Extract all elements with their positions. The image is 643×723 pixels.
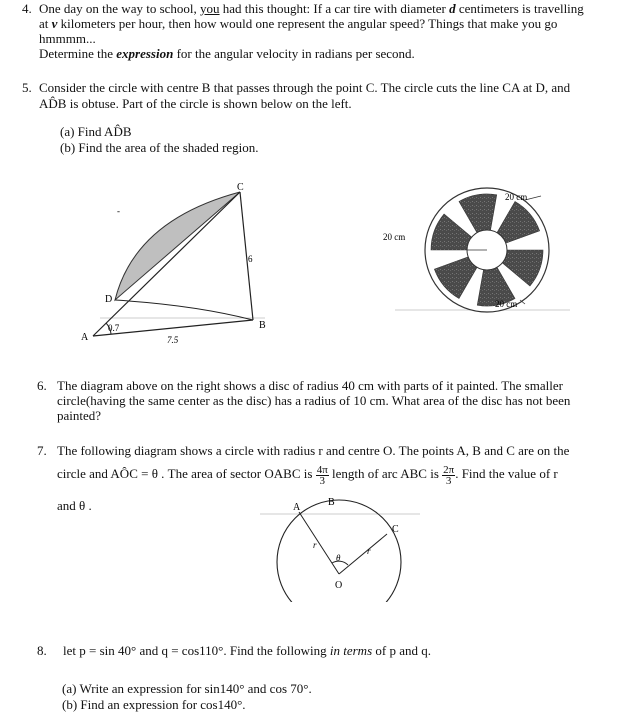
- radius-oa: [299, 512, 339, 574]
- label-b-circle: B: [328, 497, 335, 508]
- label-o-circle: O: [335, 580, 343, 591]
- q6-line-1: The diagram above on the right shows a disc of radius 40 cm with parts of it painted. The smaller: [57, 378, 563, 393]
- fraction-2pi-3: $\frac{2\pi}{3}$: [443, 463, 455, 487]
- tick-mark: -: [117, 206, 120, 216]
- q8-part-a: (a) Write an expression for sin140° and cos 70°.: [62, 681, 312, 696]
- q4-line-4: Determine the expression for the angular velocity in radians per second.: [39, 46, 415, 61]
- q7-number: 7.: [37, 443, 47, 458]
- q6-number: 6.: [37, 378, 47, 393]
- label-b: B: [259, 320, 266, 331]
- label-a-circle: A: [293, 502, 301, 513]
- q4-number: 4.: [22, 1, 32, 16]
- q8-line-1: let p = sin 40° and q = cos110°. Find the following in terms of p and q.: [63, 643, 431, 658]
- q8-part-b: (b) Find an expression for cos140°.: [62, 697, 246, 712]
- q5-number: 5.: [22, 80, 32, 95]
- arc-db: [115, 300, 253, 320]
- segment-diagram: [75, 180, 285, 350]
- q7-line-2: circle and AÔC = θ . The area of sector OABC is $\frac{4\pi}{3}$ length of arc ABC is $\frac{2\pi}{3}$ . Find the value of r: [57, 463, 558, 487]
- q4-line-3: hmmmm...: [39, 31, 96, 46]
- label-left-20cm: 20 cm: [383, 232, 406, 242]
- fraction-4pi-3: $\frac{4\pi}{3}$: [316, 463, 328, 487]
- painted-disc-diagram: [375, 180, 575, 330]
- label-r-right: r: [367, 546, 371, 556]
- shaded-region: [115, 192, 240, 300]
- q7-line-1: The following diagram shows a circle with radius r and centre O. The points A, B and C are on the: [57, 443, 570, 458]
- label-6: 6: [248, 254, 253, 264]
- line-ca: [93, 192, 240, 336]
- q6-line-2: circle(having the same center as the disc) has a radius of 10 cm. What area of the disc has not been: [57, 393, 571, 408]
- label-top-20cm: 20 cm: [505, 192, 528, 202]
- label-7-5: 7.5: [167, 335, 179, 345]
- label-bottom-20cm: 20 cm: [495, 299, 518, 309]
- label-0-7: 0.7: [108, 323, 120, 333]
- q4-line-2: at v kilometers per hour, then how would one represent the angular speed? Things that make you go: [39, 16, 558, 31]
- radius-oc: [339, 534, 387, 574]
- q4-line-1: One day on the way to school, you had this thought: If a car tire with diameter d centimeters is travelling: [39, 1, 584, 16]
- q8-number: 8.: [37, 643, 47, 658]
- label-a: A: [81, 332, 89, 343]
- label-d: D: [105, 294, 113, 305]
- q7-line-3: and θ .: [57, 498, 92, 513]
- label-c-circle: C: [392, 524, 399, 535]
- label-theta: θ: [336, 553, 341, 563]
- sector-circle-diagram: [255, 492, 425, 602]
- top-pointer: [525, 196, 541, 200]
- q5-part-b: (b) Find the area of the shaded region.: [60, 140, 259, 155]
- q5-line-1: Consider the circle with centre B that passes through the point C. The circle cuts the line CA at D, and: [39, 80, 571, 95]
- q5-part-a: (a) Find AD̂B: [60, 124, 132, 139]
- label-r-left: r: [313, 540, 317, 550]
- q6-line-3: painted?: [57, 408, 102, 423]
- q5-line-2: AD̂B is obtuse. Part of the circle is shown below on the left.: [39, 96, 352, 111]
- label-c: C: [237, 182, 244, 193]
